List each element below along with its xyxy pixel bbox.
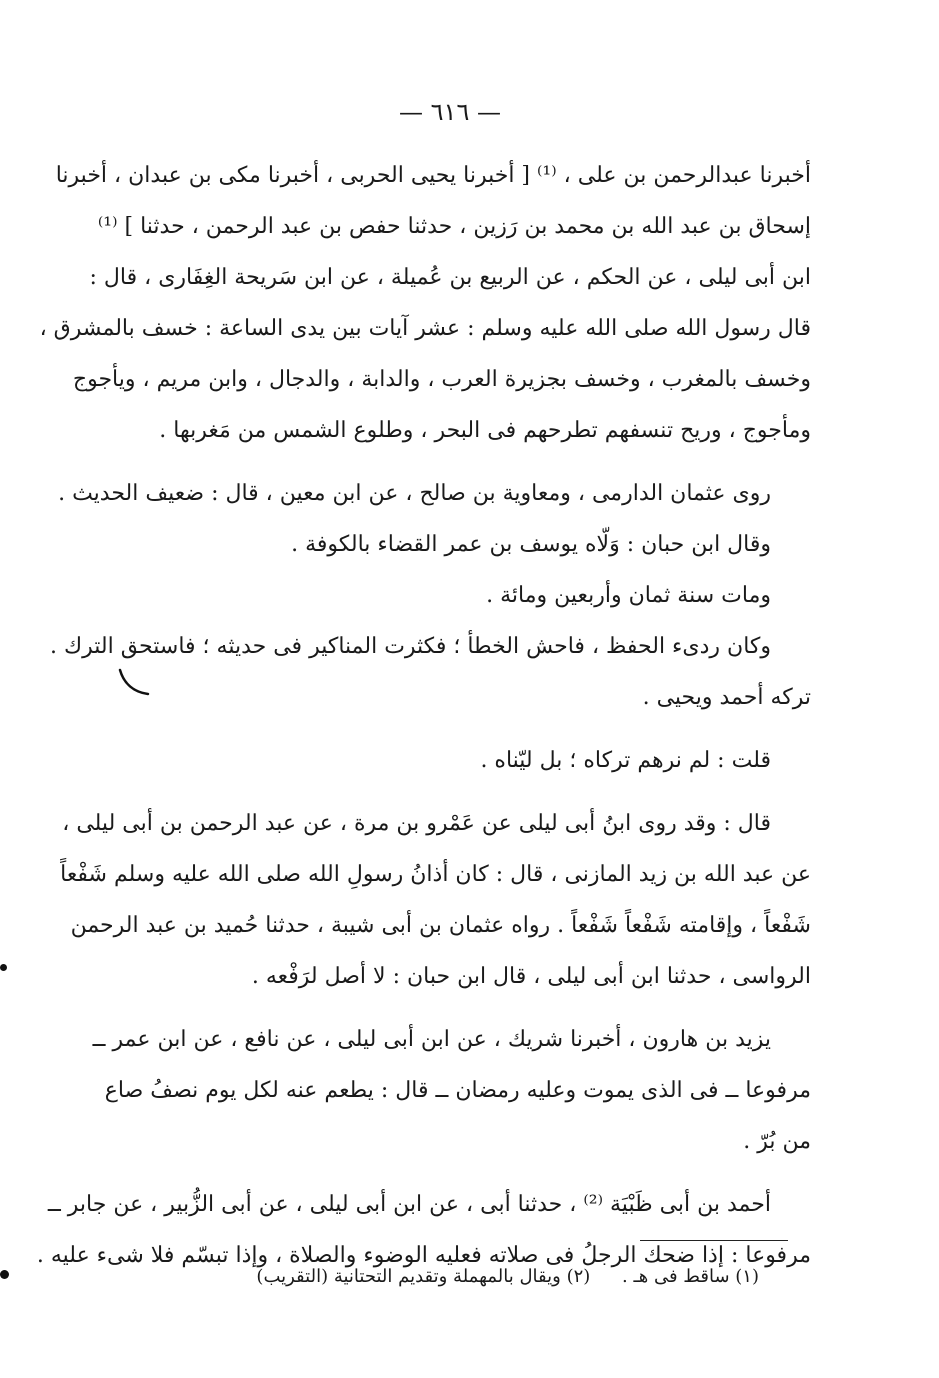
text-line: ومات سنة ثمان وأربعين ومائة .	[486, 583, 771, 608]
text-line: عن عبد الله بن زيد المازنى ، قال : كان أذانُ رسولِ الله صلى الله عليه وسلم شَفْعاً	[60, 862, 811, 887]
margin-dot-2	[0, 1270, 9, 1279]
text-line: قلت : لم نرهم تركاه ؛ بل ليّناه .	[480, 748, 771, 773]
text-line: روى عثمان الدارمى ، ومعاوية بن صالح ، عن ابن معين ، قال : ضعيف الحديث .	[58, 481, 771, 506]
text-line: وقال ابن حبان : وَلّاه يوسف بن عمر القضاء بالكوفة .	[291, 532, 771, 557]
pen-mark	[118, 668, 158, 698]
text-line: مرفوعا : إذا ضحك الرجلُ فى صلاته فعليه الوضوء والصلاة ، وإذا تبسّم فلا شىء عليه .	[36, 1243, 811, 1268]
page-number: — ٦١٦ —	[399, 98, 501, 126]
text-line: قال رسول الله صلى الله عليه وسلم : عشر آيات بين يدى الساعة : خسف بالمشرق ،	[39, 316, 811, 341]
paragraph-gap	[121, 1002, 811, 1014]
paragraph-gap	[121, 786, 811, 798]
text-line: يزيد بن هارون ، أخبرنا شريك ، عن ابن أبى ليلى ، عن نافع ، عن ابن عمر ــ	[92, 1027, 771, 1052]
text-line: قال : وقد روى ابنُ أبى ليلى عن عَمْرو بن مرة ، عن عبد الرحمن بن أبى ليلى ،	[62, 811, 771, 836]
text-line: شَفْعاً ، وإقامته شَفْعاً شَفْعاً . رواه عثمان بن أبى شيبة ، حدثنا حُميد بن عبد الرحمن	[70, 913, 811, 938]
text-line: أحمد بن أبى ظَبْيَة ⁽²⁾ ، حدثنا أبى ، عن ابن أبى ليلى ، عن أبى الزُّبير ، عن جابر ــ	[47, 1192, 771, 1217]
text-line: مرفوعا ــ فى الذى يموت وعليه رمضان ــ قال : يطعم عنه لكل يوم نصفُ صاع	[104, 1078, 811, 1103]
paragraph-gap	[121, 1167, 811, 1179]
text-line: وكان ردىء الحفظ ، فاحش الخطأ ؛ فكثرت المناكير فى حديثه ؛ فاستحق الترك .	[50, 634, 771, 659]
footnote-2: (٢) ويقال بالمهملة وتقديم التحتانية (التقريب)	[256, 1266, 591, 1287]
text-line: ابن أبى ليلى ، عن الحكم ، عن الربيع بن عُميلة ، عن ابن سَريحة الغِفَارى ، قال :	[89, 265, 811, 290]
paragraph-gap	[121, 723, 811, 735]
paragraph-gap	[121, 456, 811, 468]
footnote-1: (١) ساقط فى هـ .	[622, 1266, 759, 1287]
text-line: وخسف بالمغرب ، وخسف بجزيرة العرب ، والدابة ، والدجال ، وابن مريم ، ويأجوج	[72, 367, 811, 392]
main-text	[36, 150, 811, 1281]
footnotes	[230, 1262, 759, 1292]
margin-dot-1	[0, 964, 7, 971]
text-line: تركه أحمد ويحيى .	[642, 685, 811, 710]
text-line: من بُرّ .	[743, 1129, 811, 1154]
text-line: ومأجوج ، وريح تنسفهم تطرحهم فى البحر ، وطلوع الشمس من مَغربها .	[159, 418, 811, 443]
text-line: إسحاق بن عبد الله بن محمد بن رَزين ، حدثنا حفص بن عبد الرحمن ، حدثنا ] ⁽¹⁾	[97, 214, 811, 239]
text-line: أخبرنا عبدالرحمن بن على ، ⁽¹⁾ [ أخبرنا يحيى الحربى ، أخبرنا مكى بن عبدان ، أخبرنا	[55, 163, 811, 188]
footnote-divider	[640, 1240, 788, 1241]
text-line: الرواسى ، حدثنا ابن أبى ليلى ، قال ابن حبان : لا أصل لرَفْعه .	[251, 964, 811, 989]
